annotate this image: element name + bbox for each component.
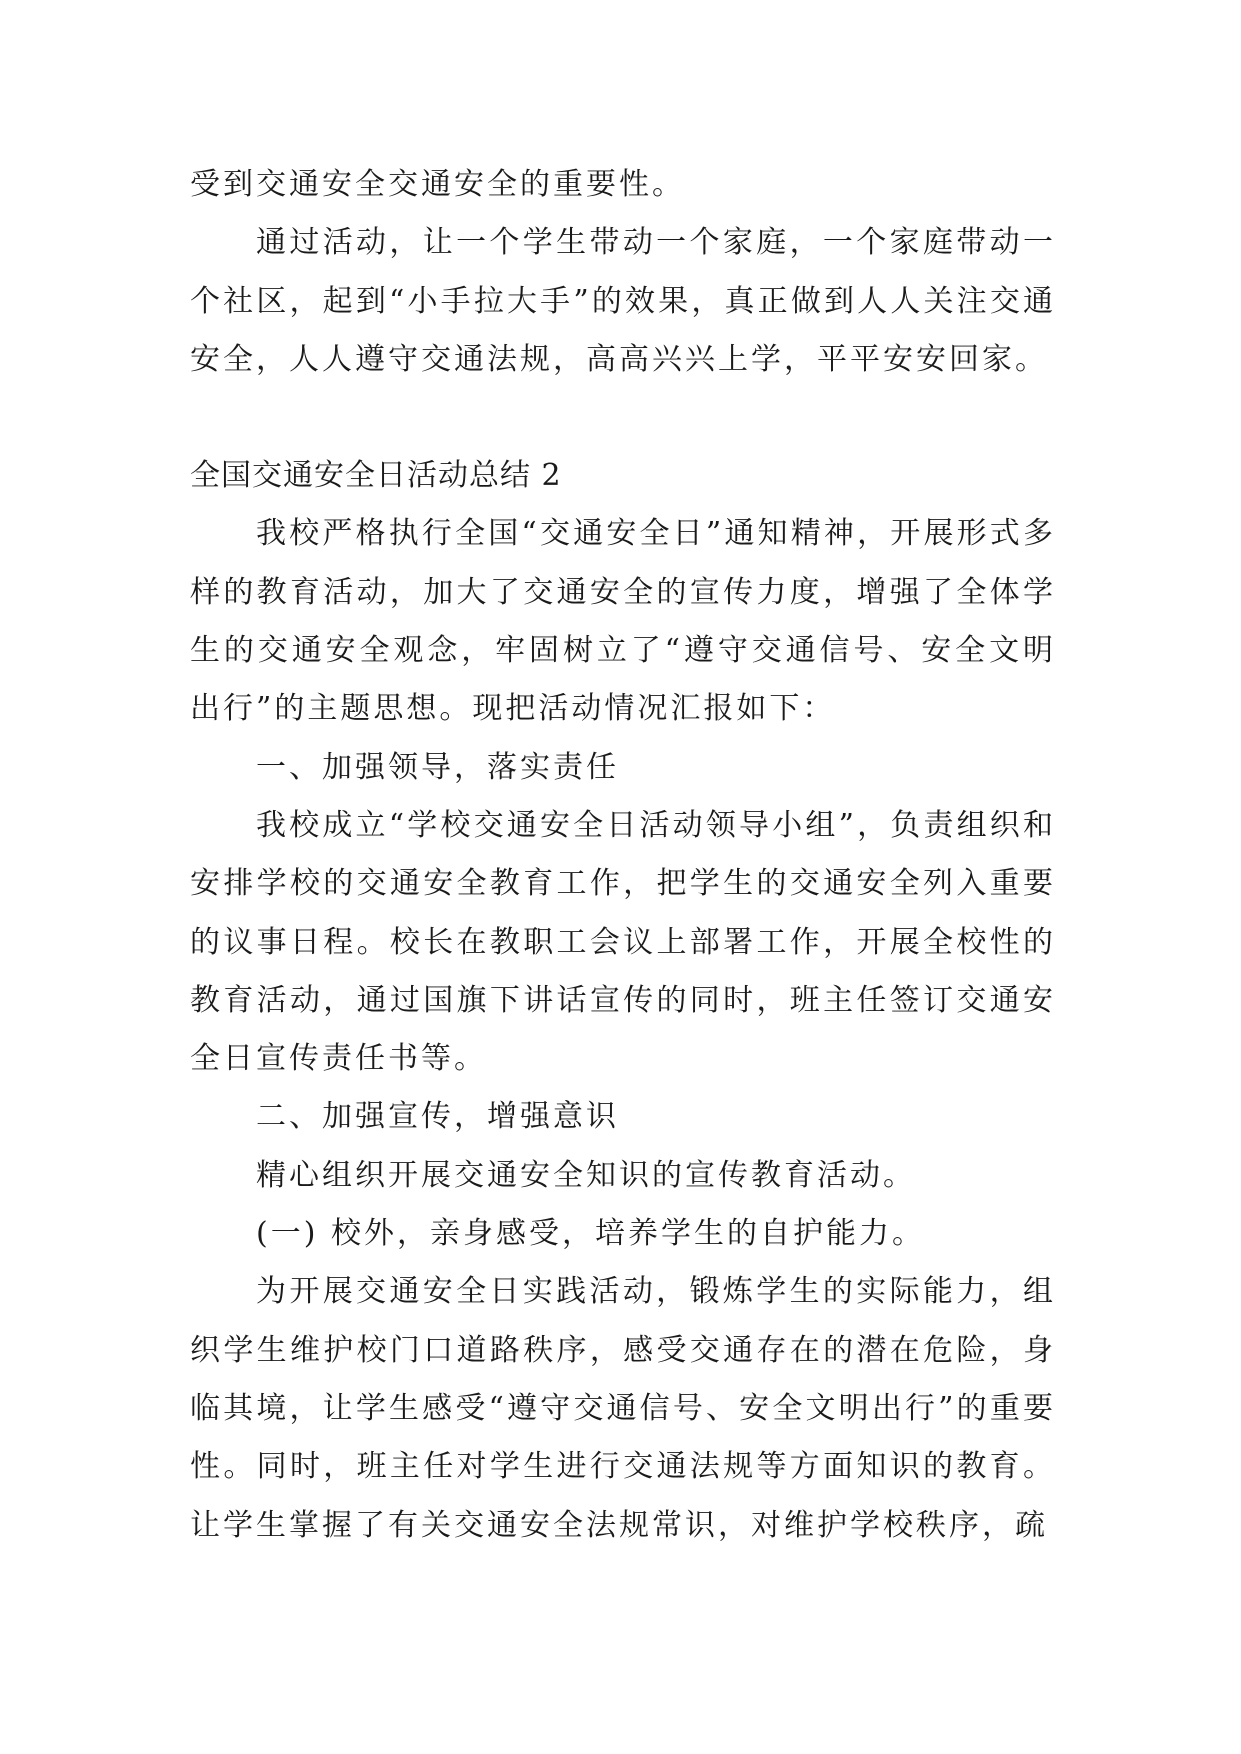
- paragraph-activity-effect: 通过活动，让一个学生带动一个家庭，一个家庭带动一个社区，起到“小手拉大手”的效果，真正做到人人关注交通安全，人人遵守交通法规，高高兴兴上学，平平安安回家。: [190, 225, 1056, 377]
- document-body: [190, 156, 1056, 1555]
- paragraph-practice: 为开展交通安全日实践活动，锻炼学生的实际能力，组织学生维护校门口道路秩序，感受交通存在的潜在危险，身临其境，让学生感受“遵守交通信号、安全文明出行”的重要性。同时，班主任对学生进行交通法规等方面知识的教育。让学生掌握了有关交通安全法规常识，对维护学校秩序，疏: [190, 1274, 1056, 1543]
- paragraph-publicity: 精心组织开展交通安全知识的宣传教育活动。: [256, 1157, 916, 1193]
- subheading-leadership: 一、加强领导，落实责任: [256, 749, 619, 785]
- paragraph-intro: 我校严格执行全国“交通安全日”通知精神，开展形式多样的教育活动，加大了交通安全的宣传力度，增强了全体学生的交通安全观念，牢固树立了“遵守交通信号、安全文明出行”的主题思想。现把活动情况汇报如下：: [190, 516, 1056, 727]
- paragraph-leadership: 我校成立“学校交通安全日活动领导小组”，负责组织和安排学校的交通安全教育工作，把学生的交通安全列入重要的议事日程。校长在教职工会议上部署工作，开展全校性的教育活动，通过国旗下讲话宣传的同时，班主任签订交通安全日宣传责任书等。: [190, 807, 1056, 1077]
- subheading-outside-school: (一) 校外，亲身感受，培养学生的自护能力。: [256, 1216, 925, 1252]
- paragraph-continuation: 受到交通安全交通安全的重要性。: [190, 167, 685, 202]
- subheading-publicity: 二、加强宣传，增强意识: [256, 1099, 619, 1135]
- section-title: 全国交通安全日活动总结 2: [190, 458, 562, 494]
